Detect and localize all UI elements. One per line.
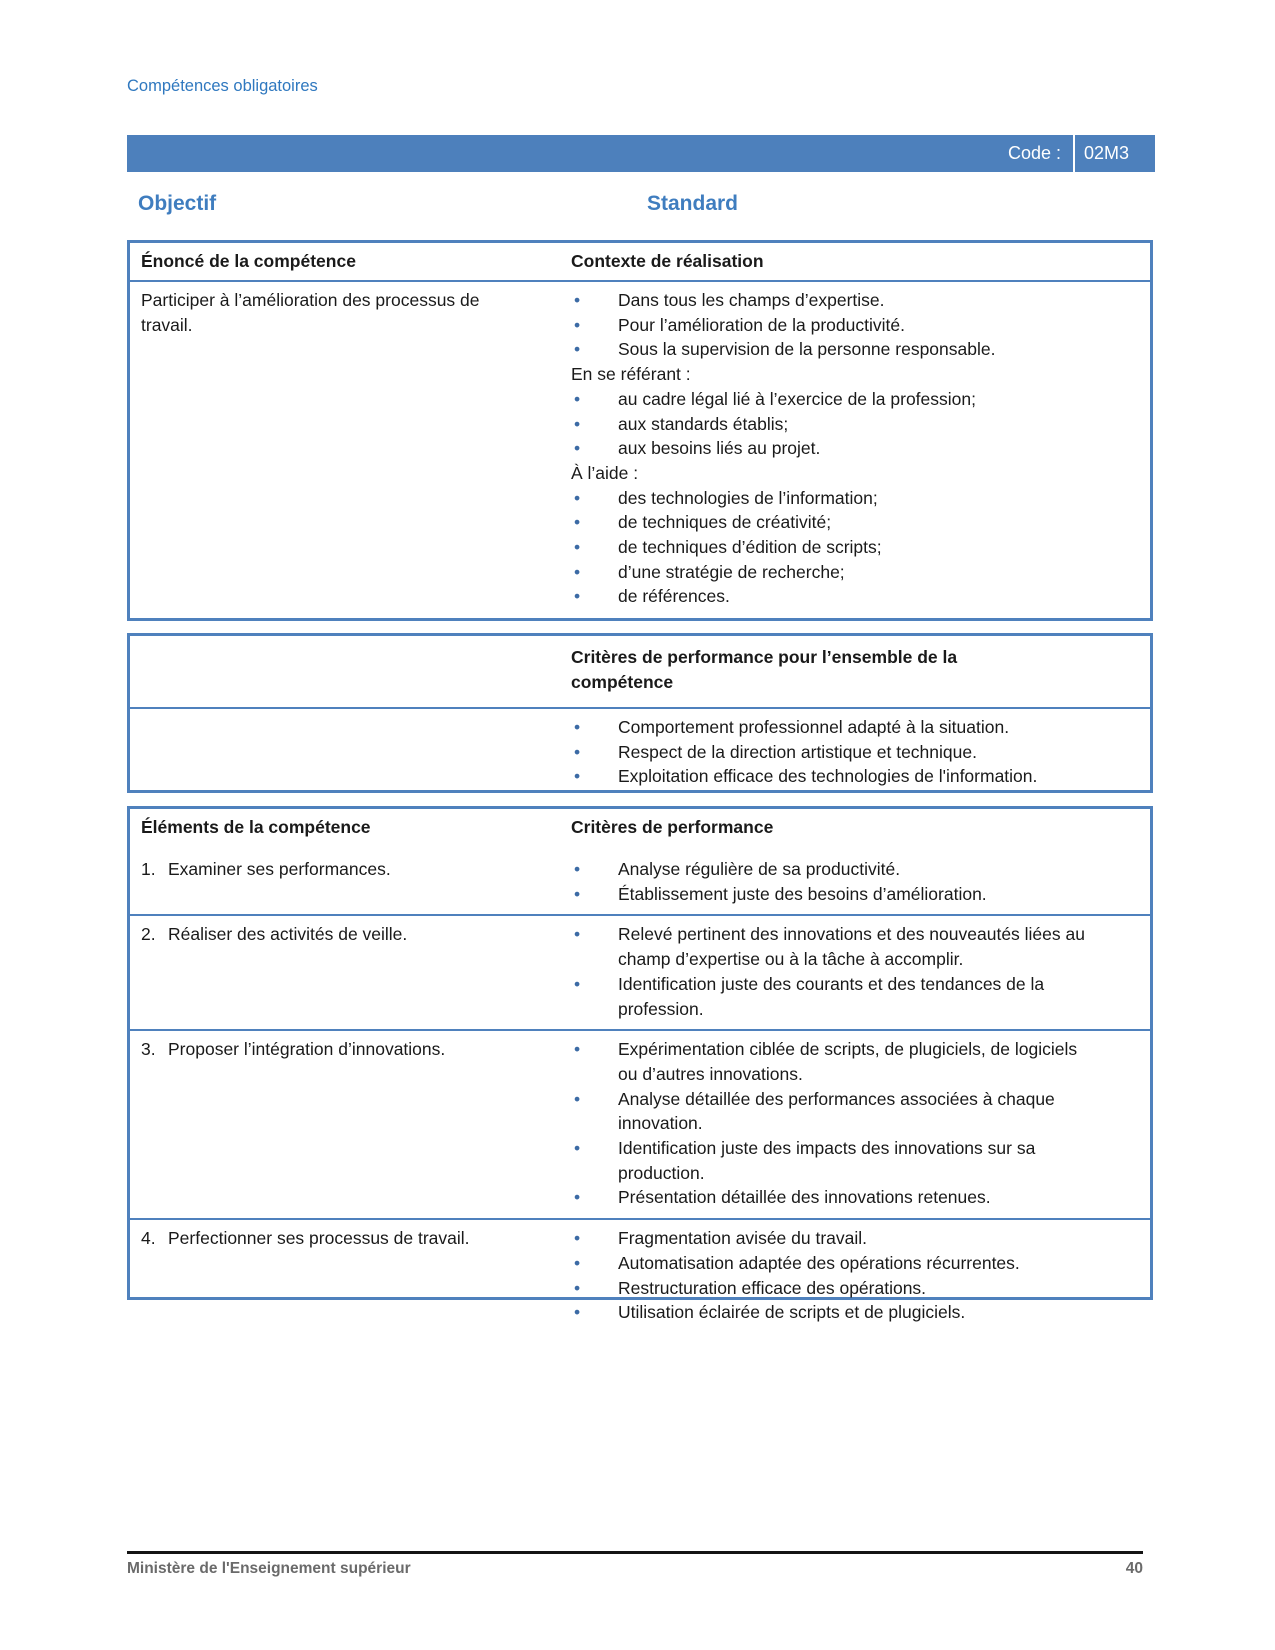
bullet-icon: • [574, 741, 581, 762]
criteria-cell [571, 916, 1150, 1029]
bullet-icon: • [574, 290, 581, 310]
footer-rule [127, 1551, 1143, 1554]
list-item-text: Relevé pertinent des innovations et des nouveautés liées au champ d’expertise ou à la tâche à accomplir. [618, 924, 1085, 970]
bullet-icon: • [574, 973, 581, 994]
list-item-text: Établissement juste des besoins d’amélioration. [618, 883, 987, 904]
footer-page-number: 40 [1125, 1560, 1143, 1577]
standard-heading: Standard [647, 192, 739, 215]
list-item-text: aux besoins liés au projet. [618, 438, 821, 459]
table2-body-empty-cell [130, 709, 571, 797]
criteres-ensemble-list [571, 715, 1142, 789]
objectif-heading: Objectif [138, 192, 217, 215]
bullet-icon: • [574, 512, 581, 533]
list-item [571, 412, 1142, 437]
list-item-text: des technologies de l’information; [618, 487, 878, 508]
list-plain-line: En se référant : [571, 364, 691, 385]
table-row [130, 1029, 1150, 1218]
bullet-icon: • [574, 1187, 581, 1208]
list-item-text: Pour l’amélioration de la productivité. [618, 314, 905, 335]
table2-body-row [130, 707, 1150, 797]
element-text: Examiner ses performances. [168, 859, 391, 879]
bullet-icon: • [574, 1088, 581, 1109]
list-item-text: Analyse régulière de sa productivité. [618, 859, 901, 879]
list-item [571, 1300, 1142, 1325]
criteria-cell [571, 1220, 1150, 1333]
list-item-text: Exploitation efficace des technologies de l'information. [618, 766, 1038, 787]
list-item-text: Dans tous les champs d’expertise. [618, 290, 885, 310]
bullet-icon: • [574, 924, 581, 945]
list-item [571, 584, 1142, 609]
enonce-text: Participer à l’amélioration des processus de travail. [141, 290, 480, 335]
list-item [571, 560, 1142, 585]
element-number: 2. [141, 924, 156, 945]
table2-header-text: Critères de performance pour l’ensemble de la compétence [571, 647, 958, 692]
bullet-icon: • [574, 1228, 581, 1249]
bullet-icon: • [574, 1039, 581, 1060]
footer-ministry: Ministère de l'Enseignement supérieur [127, 1560, 411, 1577]
document-section-label: Compétences obligatoires [127, 77, 318, 95]
list-item-text: de techniques de créativité; [618, 512, 832, 533]
list-item [571, 1136, 1142, 1185]
code-value: 02M3 [1084, 143, 1130, 164]
bullet-icon: • [574, 586, 581, 607]
list-item-text: Sous la supervision de la personne responsable. [618, 339, 996, 360]
list-item [571, 486, 1142, 511]
element-cell [130, 1220, 571, 1333]
list-item [571, 1087, 1142, 1136]
table2-header-criteres [571, 636, 1150, 707]
bullet-icon: • [574, 561, 581, 582]
bullet-icon: • [574, 438, 581, 459]
criteria-cell [571, 851, 1150, 914]
list-item-text: Respect de la direction artistique et technique. [618, 741, 977, 762]
contexte-cell [571, 282, 1150, 619]
bullet-icon: • [574, 1277, 581, 1298]
table1-header-row [130, 243, 1150, 280]
table-enonce-contexte [127, 240, 1153, 621]
list-item-text: Expérimentation ciblée de scripts, de plugiciels, de logiciels ou d’autres innovations. [618, 1039, 1078, 1084]
table1-header-enonce: Énoncé de la compétence [141, 251, 356, 271]
element-text: Perfectionner ses processus de travail. [168, 1228, 470, 1249]
list-item-text: au cadre légal lié à l’exercice de la profession; [618, 388, 976, 409]
bullet-icon: • [574, 537, 581, 558]
table3-header-row [130, 809, 1150, 851]
list-item [571, 882, 1142, 907]
table1-body-row [130, 280, 1150, 619]
table-elements-criteres [127, 806, 1153, 1323]
bullet-icon: • [574, 1252, 581, 1273]
code-band [127, 135, 1155, 172]
list-item [571, 313, 1142, 338]
criteria-list [571, 857, 1142, 906]
list-item-text: Analyse détaillée des performances associées à chaque innovation. [618, 1088, 1055, 1134]
table2-header-empty-cell [130, 636, 571, 707]
bullet-icon: • [574, 859, 581, 879]
list-plain-line: À l’aide : [571, 462, 639, 483]
table-row [130, 914, 1150, 1029]
bullet-icon: • [574, 487, 581, 508]
list-item [571, 1037, 1142, 1086]
list-item [571, 510, 1142, 535]
table-row [130, 1218, 1150, 1333]
criteria-list [571, 922, 1142, 1021]
element-cell [130, 916, 571, 1029]
bullet-icon: • [574, 766, 581, 787]
list-item-text: d’une stratégie de recherche; [618, 561, 845, 582]
list-item-text: Identification juste des courants et des tendances de la profession. [618, 973, 1045, 1019]
list-item-text: Comportement professionnel adapté à la situation. [618, 717, 1010, 737]
element-cell [130, 851, 571, 914]
list-item [571, 740, 1142, 765]
list-item [571, 337, 1142, 362]
list-item [571, 1185, 1142, 1210]
list-item [571, 857, 1142, 882]
list-item [571, 436, 1142, 461]
list-item [571, 535, 1142, 560]
list-item [571, 288, 1142, 313]
table-row [130, 851, 1150, 914]
list-item-text: Présentation détaillée des innovations retenues. [618, 1187, 991, 1208]
bullet-icon: • [574, 883, 581, 904]
bullet-icon: • [574, 314, 581, 335]
table-criteres-ensemble [127, 633, 1153, 793]
table1-header-contexte: Contexte de réalisation [571, 251, 764, 271]
list-item [571, 1251, 1142, 1276]
contexte-list [571, 288, 1142, 609]
table2-header-row [130, 636, 1150, 707]
list-item [571, 922, 1142, 971]
table3-header-criteres: Critères de performance [571, 817, 774, 837]
bullet-icon: • [574, 339, 581, 360]
criteria-list [571, 1037, 1142, 1210]
list-item [571, 764, 1142, 789]
criteria-list [571, 1226, 1142, 1325]
code-label: Code : [1007, 143, 1061, 164]
list-item-text: aux standards établis; [618, 413, 789, 434]
table2-body-cell [571, 709, 1150, 797]
list-item-text: Automatisation adaptée des opérations récurrentes. [618, 1252, 1020, 1273]
list-item [571, 1276, 1142, 1301]
bullet-icon: • [574, 413, 581, 434]
element-text: Réaliser des activités de veille. [168, 924, 408, 945]
bullet-icon: • [574, 388, 581, 409]
list-item-text: Restructuration efficace des opérations. [618, 1277, 927, 1298]
criteria-cell [571, 1031, 1150, 1218]
element-text: Proposer l’intégration d’innovations. [168, 1039, 446, 1060]
list-item-text: Fragmentation avisée du travail. [618, 1228, 868, 1249]
bullet-icon: • [574, 717, 581, 737]
element-cell [130, 1031, 571, 1218]
list-item [571, 1226, 1142, 1251]
enonce-cell [130, 282, 571, 619]
footer [127, 1559, 1143, 1579]
element-number: 4. [141, 1228, 156, 1249]
list-item-text: de références. [618, 586, 730, 607]
table3-header-elements: Éléments de la compétence [141, 817, 371, 837]
element-number: 3. [141, 1039, 156, 1060]
bullet-icon: • [574, 1138, 581, 1159]
bullet-icon: • [574, 1302, 581, 1323]
list-item [571, 715, 1142, 740]
list-item-text: Identification juste des impacts des innovations sur sa production. [618, 1138, 1036, 1183]
list-item [571, 387, 1142, 412]
element-number: 1. [141, 859, 156, 879]
list-item [571, 972, 1142, 1021]
list-item-text: Utilisation éclairée de scripts et de plugiciels. [618, 1302, 966, 1323]
list-item-text: de techniques d’édition de scripts; [618, 537, 882, 558]
